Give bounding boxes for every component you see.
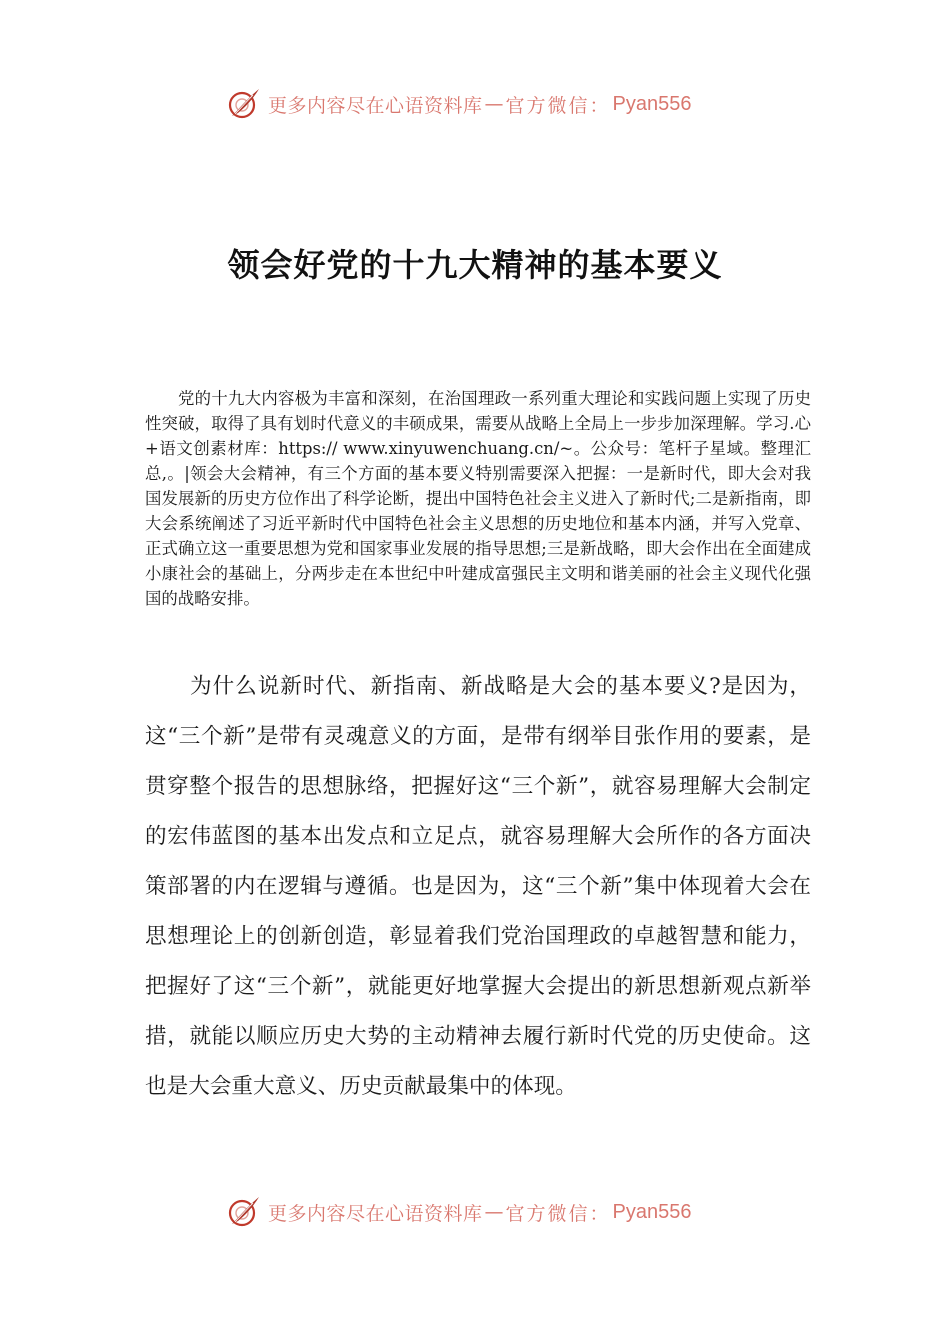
wechat-label: 官方微信： — [505, 94, 611, 117]
promo-text: 更多内容尽在心语资料库 — [268, 94, 483, 117]
banner-dash: — — [484, 1201, 504, 1223]
document-title: 领会好党的十九大精神的基本要义 — [227, 246, 723, 284]
header-banner — [226, 84, 692, 124]
quill-pen-circle-logo-icon — [226, 1194, 262, 1230]
wechat-id: Pyan556 — [612, 1200, 692, 1223]
intro-paragraph: 党的十九大内容极为丰富和深刻，在治国理政一系列重大理论和实践问题上实现了历史性突破，取得了具有划时代意义的丰硕成果，需要从战略上全局上一步步加深理解。学习.心+语文创素材库：https:// www.xinyuwenchuang.cn/~。公众号：笔杆子星域。整理汇总,。|领会大会精神，有三个方面的基本要义特别需要深入把握：一是新时代，即大会对我国发展新的历史方位作出了科学论断，提出中国特色社会主义进入了新时代;二是新指南，即大会系统阐述了习近平新时代中国特色社会主义思想的历史地位和基本内涵，并写入党章、正式确立这一重要思想为党和国家事业发展的指导思想;三是新战略，即大会作出在全面建成小康社会的基础上，分两步走在本世纪中叶建成富强民主文明和谐美丽的社会主义现代化强国的战略安排。 — [145, 389, 811, 608]
body-paragraph: 为什么说新时代、新指南、新战略是大会的基本要义?是因为，这“三个新”是带有灵魂意义的方面，是带有纲举目张作用的要素，是贯穿整个报告的思想脉络，把握好这“三个新”，就容易理解大会制定的宏伟蓝图的基本出发点和立足点，就容易理解大会所作的各方面决策部署的内在逻辑与遵循。也是因为，这“三个新”集中体现着大会在思想理论上的创新创造，彰显着我们党治国理政的卓越智慧和能力，把握好了这“三个新”，就能更好地掌握大会提出的新思想新观点新举措，就能以顺应历史大势的主动精神去履行新时代党的历史使命。这也是大会重大意义、历史贡献最集中的体现。 — [145, 674, 811, 1099]
footer-banner — [226, 1192, 692, 1232]
quill-pen-circle-logo-icon — [226, 86, 262, 122]
promo-text: 更多内容尽在心语资料库 — [268, 1202, 483, 1225]
wechat-id: Pyan556 — [612, 92, 692, 115]
banner-dash: — — [484, 93, 504, 115]
wechat-label: 官方微信： — [505, 1202, 611, 1225]
